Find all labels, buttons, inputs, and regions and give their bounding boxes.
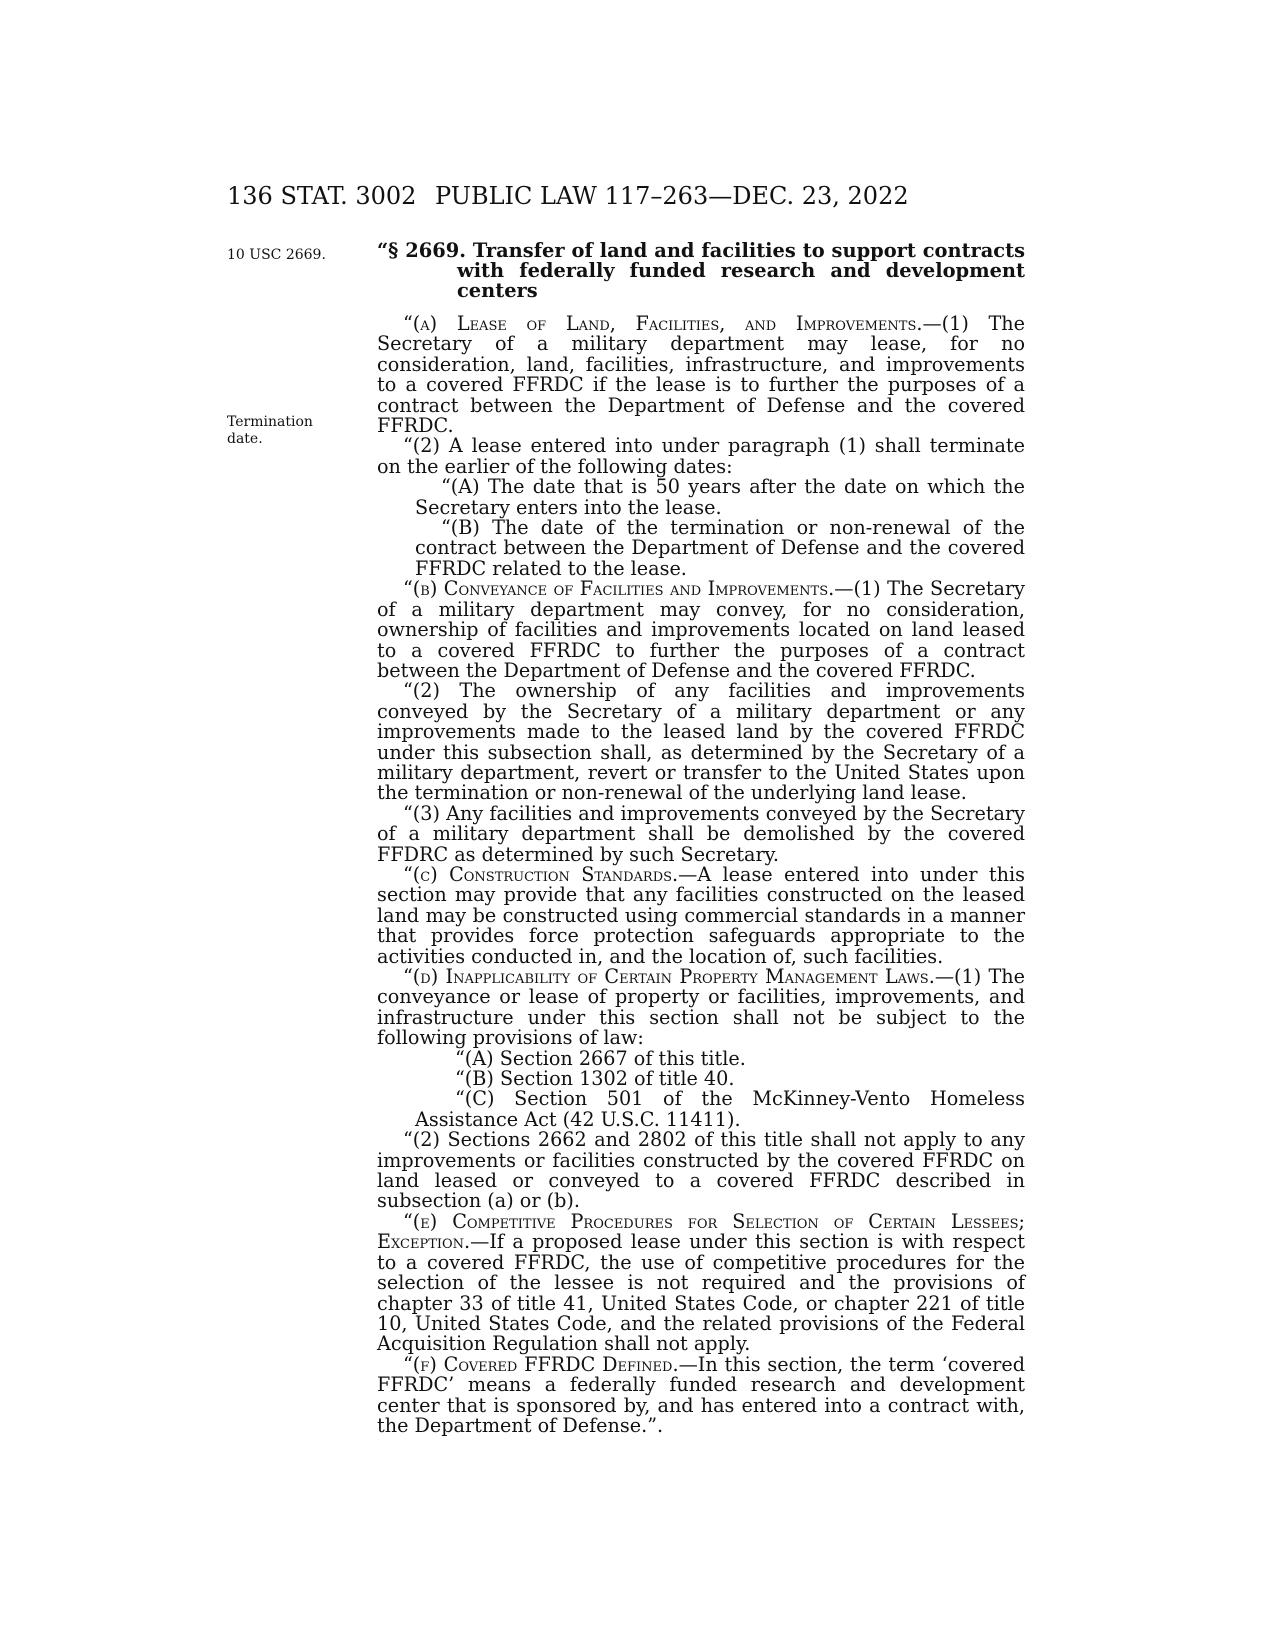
text-d1A: “(A) Section 2667 of this title. xyxy=(455,1046,746,1070)
text-b3: “(3) Any facilities and improvements conveyed by the Secretary of a military department shall be demolished by the covered FFDRC as determined by such Secretary. xyxy=(377,801,1025,866)
text-b1: —(1) The Secretary of a military department may convey, for no consideration, ownership of facilities and improvements located on land leased to a covered FFRDC to further the purposes of a contract between the Department of Defense and the covered FFRDC. xyxy=(377,577,1025,682)
paragraph-a2A xyxy=(377,477,1025,518)
text-b2: “(2) The ownership of any facilities and improvements conveyed by the Secretary of a military department or any improvements made to the leased land by the covered FFRDC under this subsection shall, as determined by the Secretary of a military department, revert or transfer to the United States upon the termination or non-renewal of the underlying land lease. xyxy=(377,679,1025,805)
public-law-title: PUBLIC LAW 117–263—DEC. 23, 2022 xyxy=(435,182,909,210)
caption-c: “(c) Construction Standards. xyxy=(403,862,679,886)
text-d2: “(2) Sections 2662 and 2802 of this title shall not apply to any improvements or facilities constructed by the covered FFRDC on land leased or conveyed to a covered FFRDC described in subsection (a) or (b). xyxy=(377,1128,1025,1213)
paragraph-a2B xyxy=(377,518,1025,579)
paragraph-b1 xyxy=(377,579,1025,681)
caption-a: “(a) Lease of Land, Facilities, and Improvements. xyxy=(403,312,923,335)
text-d1C: “(C) Section 501 of the McKinney-Vento Homeless Assistance Act (42 U.S.C. 11411). xyxy=(415,1087,1025,1131)
text-a2B: “(B) The date of the termination or non-renewal of the contract between the Department of Defense and the covered FFRDC related to the lease. xyxy=(415,516,1025,580)
caption-d: “(d) Inapplicability of Certain Property Management Laws. xyxy=(403,965,935,988)
page-stat-number: 136 STAT. 3002 xyxy=(227,182,417,210)
paragraph-f xyxy=(377,1352,1025,1437)
text-a1: —(1) The Secretary of a military department may lease, for no consideration, land, facilities, infrastructure, and improvements to a covered FFRDC if the lease is to further the purposes of a contract between the Department of Defense and the covered FFRDC. xyxy=(377,312,1026,438)
text-d1: —(1) The conveyance or lease of property or facilities, improvements, and infrastructure under this section shall not be subject to the following provisions of law: xyxy=(377,965,1026,1050)
margin-note-termination-date: Termination date. xyxy=(227,414,313,447)
text-f: —In this section, the term ‘covered FFRDC’ means a federally funded research and development center that is sponsored by, and has entered into a contract with, the Department of Defense.”. xyxy=(377,1352,1025,1437)
paragraph-d1 xyxy=(377,967,1025,1049)
margin-note-usc: 10 USC 2669. xyxy=(227,247,326,263)
paragraph-a2 xyxy=(377,436,1025,477)
text-a2: “(2) A lease entered into under paragraph (1) shall terminate on the earlier of the following dates: xyxy=(377,434,1025,478)
paragraph-c xyxy=(377,862,1025,968)
text-e: —If a proposed lease under this section is with respect to a covered FFRDC, the use of competitive procedures for the selection of the lessee is not required and the provisions of chapter 33 of title 41, United States Code, or chapter 221 of title 10, United States Code, and the related provisions of the Federal Acquisition Regulation shall not apply. xyxy=(377,1230,1025,1356)
caption-e: “(e) Competitive Procedures for Selection of Certain Lessees; Exception. xyxy=(377,1209,1025,1254)
paragraph-d1A xyxy=(377,1046,1025,1070)
paragraph-a1 xyxy=(377,314,1025,436)
section-heading: “§ 2669. Transfer of land and facilities to support contracts with federally funded research and development centers xyxy=(377,239,1025,302)
paragraph-b2 xyxy=(377,681,1025,803)
paragraph-b3 xyxy=(377,801,1025,866)
text-a2A: “(A) The date that is 50 years after the date on which the Secretary enters into the lease. xyxy=(415,475,1025,519)
text-c: —A lease entered into under this section may provide that any facilities constructed on the leased land may be constructed using commercial standards in a manner that provides force protection safeguards appropriate to the activities conducted in, and the location of, such facilities. xyxy=(377,862,1025,968)
paragraph-d1B xyxy=(377,1069,1025,1089)
section-body xyxy=(377,241,1025,1436)
paragraph-e xyxy=(377,1209,1025,1356)
caption-f: “(f) Covered FFRDC Defined. xyxy=(403,1352,679,1376)
paragraph-d1C xyxy=(377,1089,1025,1130)
caption-b: “(b) Conveyance of Facilities and Improvements. xyxy=(403,577,835,601)
page-header xyxy=(227,182,1027,222)
paragraph-d2 xyxy=(377,1130,1025,1212)
text-d1B: “(B) Section 1302 of title 40. xyxy=(455,1067,735,1091)
